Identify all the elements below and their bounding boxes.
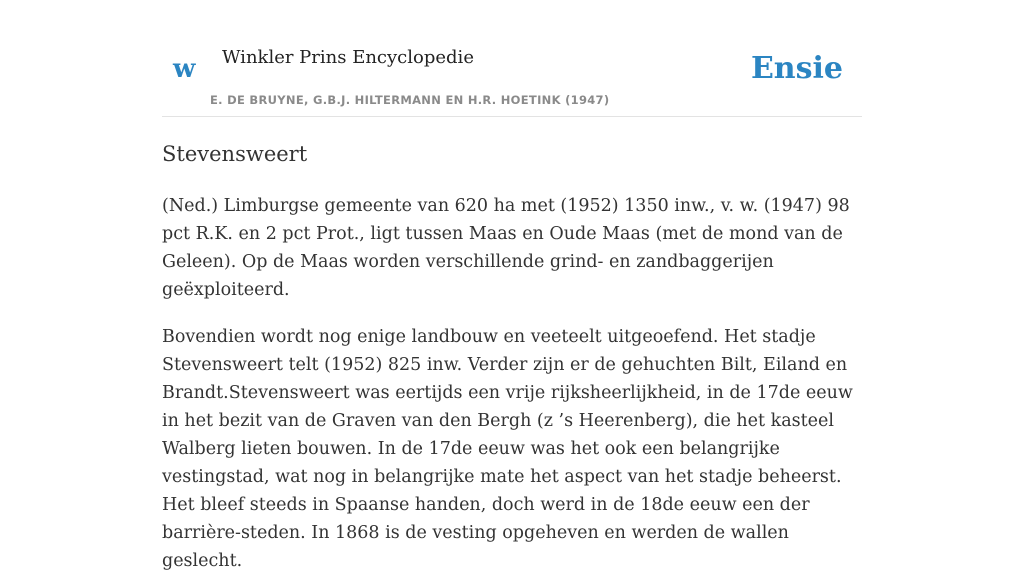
article-paragraph: (Ned.) Limburgse gemeente van 620 ha met (1952) 1350 inw., v. w. (1947) 98 pct R.K. en 2 pct Prot., ligt tussen Maas en Oude Maas (met de mond van de Geleen). Op de Maas worden verschillende grind- en zandbaggerijen geëxploiteerd. — [162, 196, 850, 300]
article-paragraph: Bovendien wordt nog enige landbouw en veeteelt uitgeoefend. Het stadje Stevensweert telt (1952) 825 inw. Verder zijn er de gehuchten Bilt, Eiland en Brandt.Stevensweert was eertijds een vrije rijksheerlijkheid, in de 17de eeuw in het bezit van de Graven van den Bergh (z ’s Heerenberg), die het kasteel Walberg lieten bouwen. In de 17de eeuw was het ook een belangrijke vestingstad, wat nog in belangrijke mate het aspect van het stadje beheerst. Het bleef steeds in Spaanse handen, doch werd in de 18de eeuw een der barrière-steden. In 1868 is de vesting opgeheven en werden de wallen geslecht. — [162, 327, 853, 571]
article — [162, 140, 862, 575]
site-title[interactable]: Winkler Prins Encyclopedie — [222, 47, 474, 68]
winkler-prins-logo[interactable]: w — [173, 54, 196, 84]
ensie-logo[interactable]: Ensie — [750, 51, 843, 86]
article-title: Stevensweert — [162, 142, 308, 166]
byline: E. DE BRUYNE, G.B.J. HILTERMANN EN H.R. HOETINK (1947) — [210, 93, 610, 107]
site-header — [162, 40, 862, 117]
